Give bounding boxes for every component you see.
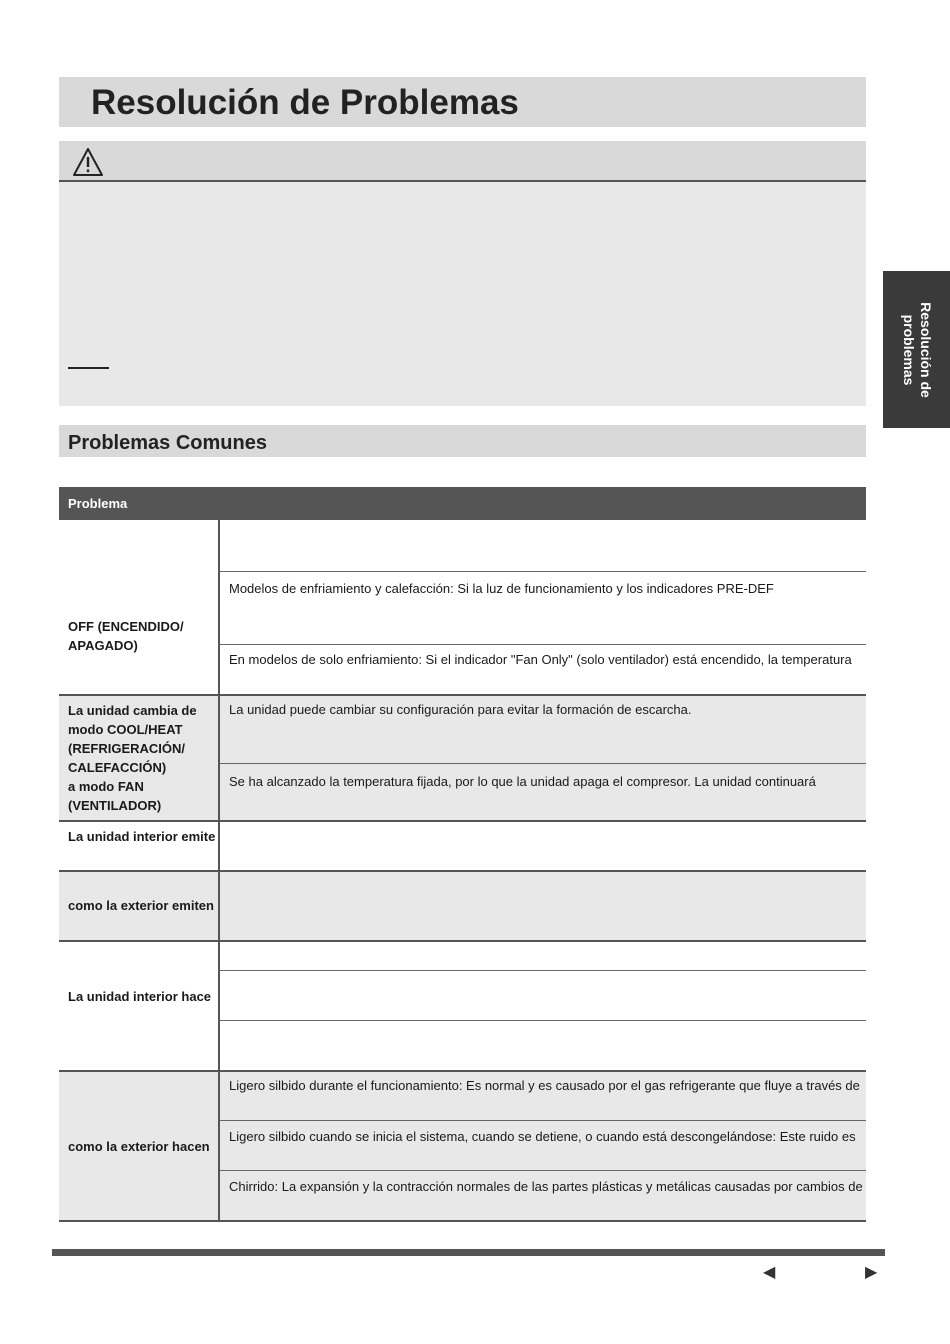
table-header bbox=[59, 487, 866, 520]
title-bar bbox=[59, 77, 866, 127]
solution-cell: Ligero silbido cuando se inicia el sistema, cuando se detiene, o cuando está descongelándose: Este ruido es bbox=[229, 1129, 856, 1144]
footer-bar bbox=[52, 1249, 885, 1256]
section-bar bbox=[59, 425, 866, 457]
subrow-separator bbox=[219, 1020, 866, 1021]
warning-triangle-icon bbox=[72, 147, 104, 177]
side-tab bbox=[883, 271, 950, 428]
warning-header bbox=[59, 141, 866, 182]
subrow-separator bbox=[219, 970, 866, 971]
row-separator bbox=[59, 1220, 866, 1222]
row-separator bbox=[59, 694, 866, 696]
solution-cell: Chirrido: La expansión y la contracción normales de las partes plásticas y metálicas causadas por cambios de bbox=[229, 1179, 863, 1194]
table-header-label: Problema bbox=[68, 496, 128, 511]
side-tab-label: Resolución de problemas bbox=[900, 301, 934, 398]
solution-cell: En modelos de solo enfriamiento: Si el indicador "Fan Only" (solo ventilador) está encendido, la temperatura bbox=[229, 652, 852, 667]
next-page-icon[interactable]: ▶ bbox=[865, 1264, 878, 1281]
row-separator bbox=[59, 1070, 866, 1072]
problem-cell: como la exterior emiten bbox=[68, 898, 214, 913]
row-separator bbox=[59, 820, 866, 822]
subrow-separator bbox=[219, 1170, 866, 1171]
problem-cell: La unidad interior emite bbox=[68, 829, 216, 844]
problem-cell: La unidad cambia de modo COOL/HEAT (REFRIGERACIÓN/ CALEFACCIÓN) a modo FAN (VENTILADOR) bbox=[68, 703, 197, 813]
row-separator bbox=[59, 870, 866, 872]
solution-cell: Ligero silbido durante el funcionamiento: Es normal y es causado por el gas refrigerante que fluye a través de bbox=[229, 1078, 860, 1093]
section-title: Problemas Comunes bbox=[68, 432, 267, 454]
solution-cell: Modelos de enfriamiento y calefacción: Si la luz de funcionamiento y los indicadores PRE-DEF bbox=[229, 581, 774, 596]
problem-cell: La unidad interior hace bbox=[68, 989, 212, 1004]
subrow-separator bbox=[219, 644, 866, 645]
subrow-separator bbox=[219, 571, 866, 572]
prev-page-icon[interactable]: ◀ bbox=[763, 1264, 776, 1281]
row-separator bbox=[59, 940, 866, 942]
page-title: Resolución de Problemas bbox=[91, 83, 519, 122]
warning-box bbox=[59, 141, 866, 406]
note-underline bbox=[68, 367, 109, 369]
problem-cell: como la exterior hacen bbox=[68, 1139, 210, 1154]
solution-cell: Se ha alcanzado la temperatura fijada, por lo que la unidad apaga el compresor. La unidad continuará bbox=[229, 774, 816, 789]
problem-cell: OFF (ENCENDIDO/ APAGADO) bbox=[68, 619, 184, 653]
subrow-separator bbox=[219, 1120, 866, 1121]
subrow-separator bbox=[219, 763, 866, 764]
solution-cell: La unidad puede cambiar su configuración para evitar la formación de escarcha. bbox=[229, 702, 692, 717]
